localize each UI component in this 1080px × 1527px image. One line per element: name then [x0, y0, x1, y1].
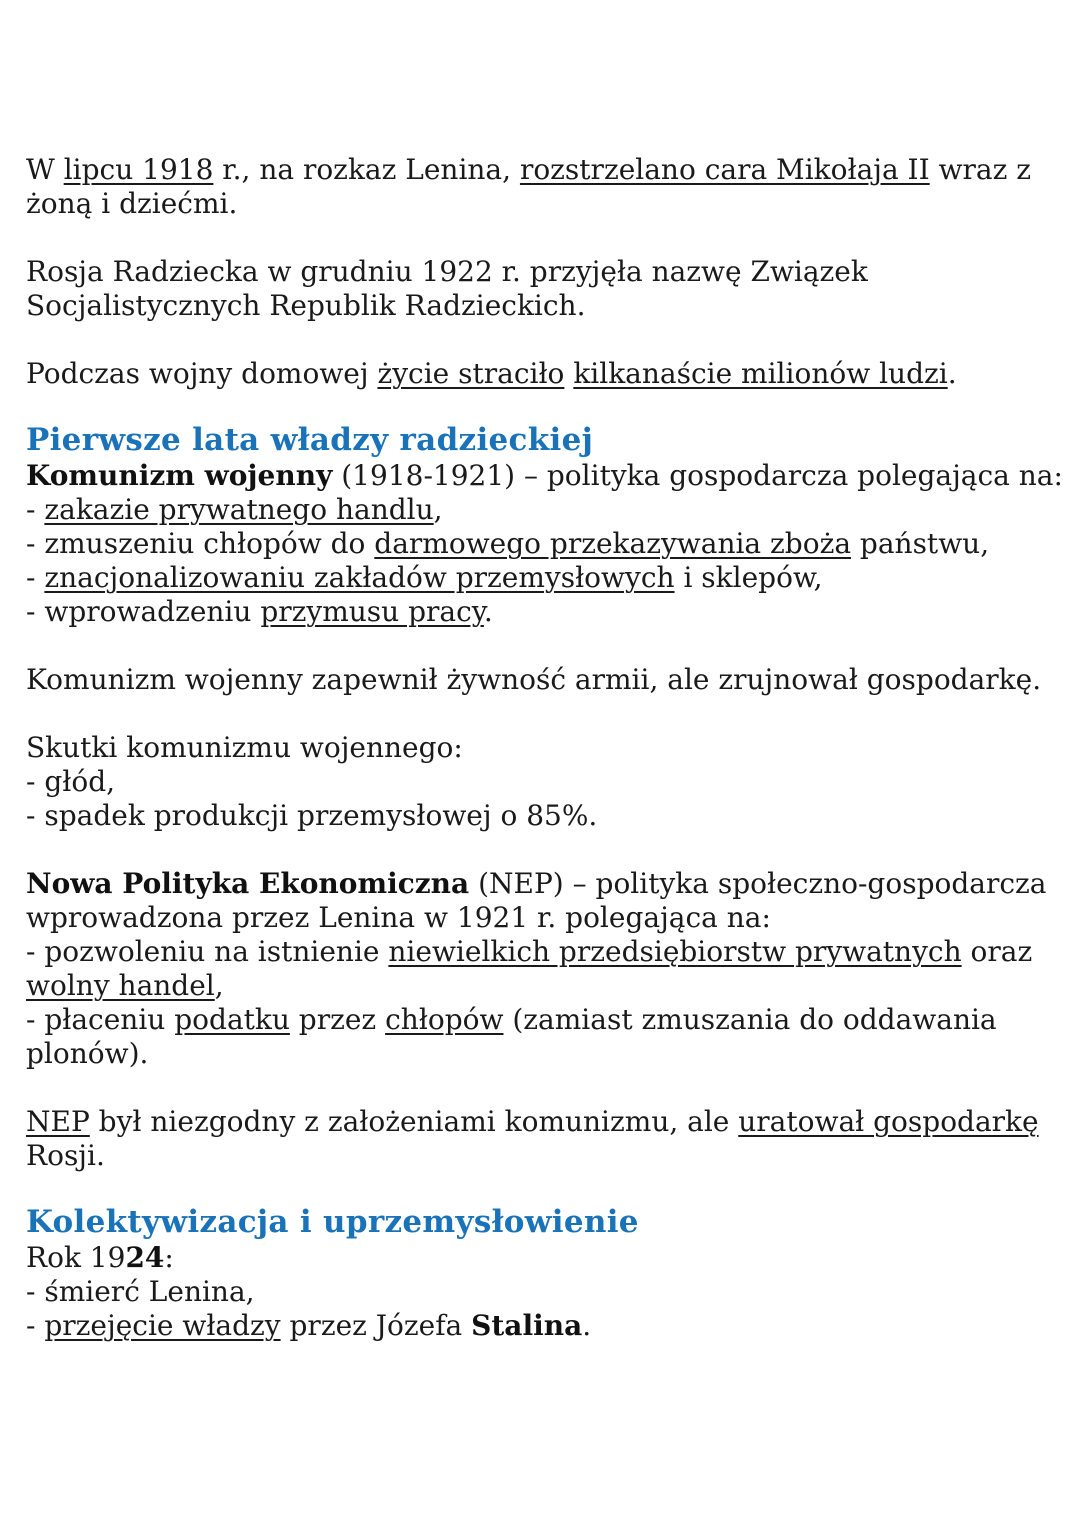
paragraph-war-communism-summary: Komunizm wojenny zapewnił żywność armii, ale zrujnował gospodarkę.: [26, 663, 1042, 696]
underlined-phrase: kilkanaście milionów ludzi: [573, 357, 948, 390]
paragraph-tsar-execution: W lipcu 1918 r., na rozkaz Lenina, rozstrzelano cara Mikołaja II wraz z żoną i dziećmi.: [26, 153, 1032, 220]
term: Komunizm wojenny: [26, 459, 333, 492]
list-item: - znacjonalizowaniu zakładów przemysłowych i sklepów,: [26, 561, 823, 594]
underlined-phrase: życie straciło: [377, 357, 565, 390]
paragraph-civil-war: Podczas wojny domowej życie straciło kilkanaście milionów ludzi.: [26, 357, 957, 390]
list-item: - zakazie prywatnego handlu,: [26, 493, 443, 526]
term: Nowa Polityka Ekonomiczna: [26, 867, 470, 900]
definition-war-communism: Komunizm wojenny (1918-1921) – polityka gospodarcza polegająca na:: [26, 459, 1063, 492]
year-line: Rok 1924:: [26, 1241, 174, 1274]
document-page: [26, 153, 1066, 1343]
list-item: - pozwoleniu na istnienie niewielkich przedsiębiorstw prywatnych oraz wolny handel,: [26, 935, 1033, 1002]
list-item: - śmierć Lenina,: [26, 1275, 255, 1308]
list-item: - głód,: [26, 765, 116, 798]
list-item: - spadek produkcji przemysłowej o 85%.: [26, 799, 598, 832]
list-item: - przejęcie władzy przez Józefa Stalina.: [26, 1309, 592, 1342]
list-item: - płaceniu podatku przez chłopów (zamiast zmuszania do oddawania plonów).: [26, 1003, 997, 1070]
section-heading-collectivization: Kolektywizacja i uprzemysłowienie: [26, 1204, 639, 1240]
list-item: - wprowadzeniu przymusu pracy.: [26, 595, 493, 628]
paragraph-nep-summary: NEP był niezgodny z założeniami komunizmu, ale uratował gospodarkę Rosji.: [26, 1105, 1039, 1172]
paragraph-ussr-name: Rosja Radziecka w grudniu 1922 r. przyjęła nazwę Związek Socjalistycznych Republik Radzieckich.: [26, 255, 868, 322]
underlined-phrase: rozstrzelano cara Mikołaja II: [519, 153, 930, 186]
underlined-phrase: lipcu 1918: [63, 153, 214, 186]
list-item: - zmuszeniu chłopów do darmowego przekazywania zboża państwu,: [26, 527, 990, 560]
section-heading-first-years: Pierwsze lata władzy radzieckiej: [26, 422, 594, 458]
effects-title: Skutki komunizmu wojennego:: [26, 731, 463, 764]
definition-nep: Nowa Polityka Ekonomiczna (NEP) – polityka społeczno-gospodarcza wprowadzona przez Lenina w 1921 r. polegająca na:: [26, 867, 1047, 934]
